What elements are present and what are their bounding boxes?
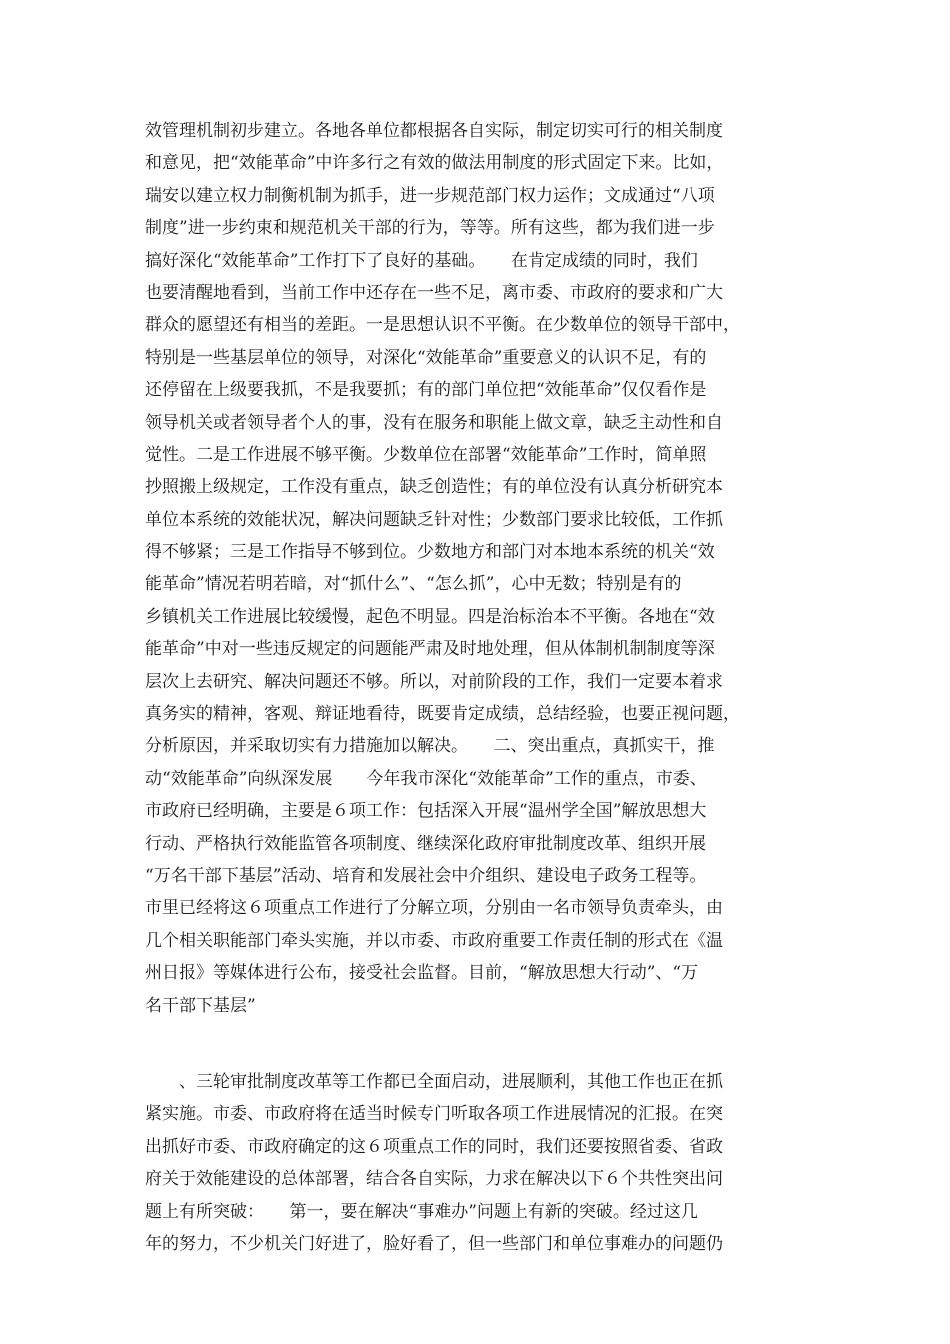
text-line: 出抓好市委、市政府确定的这６项重点工作的同时，我们还要按照省委、省政 <box>145 1136 723 1157</box>
text-line: 特别是一些基层单位的领导，对深化“效能革命”重要意义的认识不足，有的 <box>145 347 707 368</box>
text-line: 真务实的精神，客观、辩证地看待，既要肯定成绩，总结经验，也要正视问题， <box>145 704 740 725</box>
text-line: 紧实施。市委、市政府将在适当时候专门听取各项工作进展情况的汇报。在突 <box>145 1104 723 1125</box>
text-line: 也要清醒地看到，当前工作中还存在一些不足，离市委、市政府的要求和广大 <box>145 282 723 303</box>
paragraph-block-2 <box>145 1066 805 1260</box>
text-line: 瑞安以建立权力制衡机制为抓手，进一步规范部门权力运作；文成通过“八项 <box>145 185 715 206</box>
text-line: 能革命”情况若明若暗，对“抓什么”、“怎么抓”，心中无数；特别是有的 <box>145 574 682 595</box>
text-line: 府关于效能建设的总体部署，结合各自实际，力求在解决以下６个共性突出问 <box>145 1169 723 1190</box>
text-line: 搞好深化“效能革命”工作打下了良好的基础。 在肯定成绩的同时，我们 <box>145 250 698 271</box>
text-line: 动“效能革命”向纵深发展 今年我市深化“效能革命”工作的重点，市委、 <box>145 768 707 789</box>
text-line: 能革命”中对一些违反规定的问题能严肃及时地处理，但从体制机制制度等深 <box>145 639 715 660</box>
text-line: 几个相关职能部门牵头实施，并以市委、市政府重要工作责任制的形式在《温 <box>145 930 723 951</box>
paragraph-block-1 <box>145 115 805 1022</box>
text-line: 市政府已经明确，主要是６项工作：包括深入开展“温州学全国”解放思想大 <box>145 801 707 822</box>
text-line: 名干部下基层” <box>145 995 256 1016</box>
text-line: 层次上去研究、解决问题还不够。所以，对前阶段的工作，我们一定要本着求 <box>145 671 723 692</box>
text-line: 题上有所突破： 第一，要在解决“事难办”问题上有新的突破。经过这几 <box>145 1201 698 1222</box>
text-line: 乡镇机关工作进展比较缓慢，起色不明显。四是治标治本不平衡。各地在“效 <box>145 606 715 627</box>
text-line: 制度”进一步约束和规范机关干部的行为，等等。所有这些，都为我们进一步 <box>145 218 715 239</box>
text-line: 州日报》等媒体进行公布，接受社会监督。目前，“解放思想大行动”、“万 <box>145 963 699 984</box>
text-line: 单位本系统的效能状况，解决问题缺乏针对性；少数部门要求比较低，工作抓 <box>145 509 723 530</box>
text-line: 得不够紧；三是工作指导不够到位。少数地方和部门对本地本系统的机关“效 <box>145 542 715 563</box>
text-line: 还停留在上级要我抓，不是我要抓；有的部门单位把“效能革命”仅仅看作是 <box>145 380 707 401</box>
text-line: 领导机关或者领导者个人的事，没有在服务和职能上做文章，缺乏主动性和自 <box>145 412 723 433</box>
text-line: 抄照搬上级规定，工作没有重点，缺乏创造性；有的单位没有认真分析研究本 <box>145 477 723 498</box>
text-line: “万名干部下基层”活动、培育和发展社会中介组织、建设电子政务工程等。 <box>145 865 707 886</box>
text-line: 效管理机制初步建立。各地各单位都根据各自实际，制定切实可行的相关制度 <box>145 121 723 141</box>
text-line: 群众的愿望还有相当的差距。一是思想认识不平衡。在少数单位的领导干部中， <box>145 315 740 336</box>
text-line: 行动、严格执行效能监管各项制度、继续深化政府审批制度改革、组织开展 <box>145 833 706 854</box>
text-line: 分析原因，并采取切实有力措施加以解决。 二、突出重点，真抓实干，推 <box>145 736 715 757</box>
text-line: 觉性。二是工作进展不够平衡。少数单位在部署“效能革命”工作时，简单照 <box>145 444 707 465</box>
text-line: 、三轮审批制度改革等工作都已全面启动，进展顺利，其他工作也正在抓 <box>145 1072 723 1092</box>
text-line: 年的努力，不少机关门好进了，脸好看了，但一些部门和单位事难办的问题仍 <box>145 1233 723 1254</box>
text-line: 和意见，把“效能革命”中许多行之有效的做法用制度的形式固定下来。比如， <box>145 153 724 174</box>
text-line: 市里已经将这６项重点工作进行了分解立项，分别由一名市领导负责牵头，由 <box>145 898 723 919</box>
